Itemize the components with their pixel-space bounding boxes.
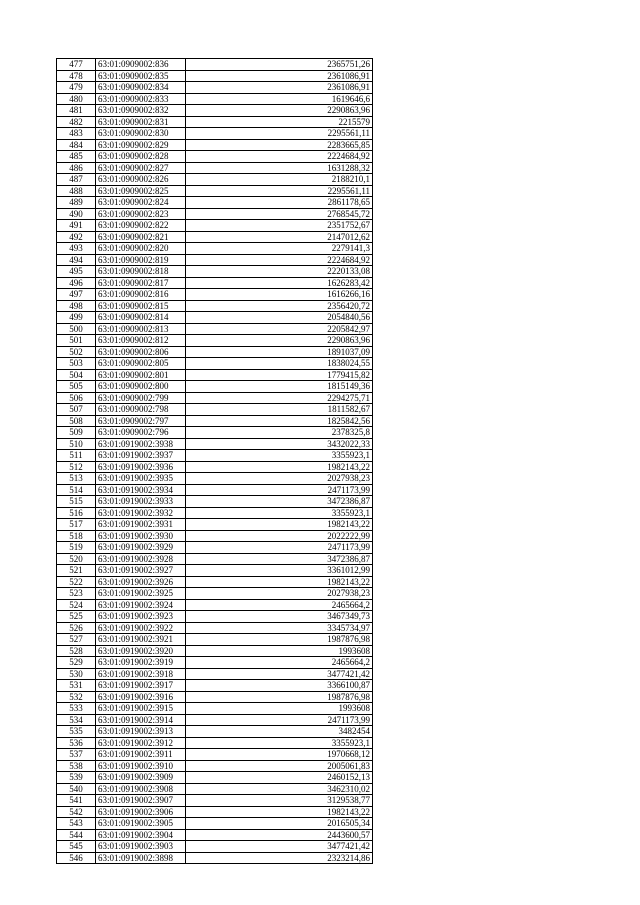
cadastral-number-cell: 63:01:0909002:796 [96, 427, 186, 439]
table-row [57, 657, 373, 669]
table-row [57, 185, 373, 197]
row-number-cell: 489 [57, 197, 96, 209]
cadastral-value-cell: 1619646,6 [186, 93, 373, 105]
row-number-cell: 504 [57, 369, 96, 381]
cadastral-value-cell: 1616266,16 [186, 289, 373, 301]
table-row [57, 231, 373, 243]
table-row [57, 519, 373, 531]
row-number-cell: 534 [57, 714, 96, 726]
row-number-cell: 481 [57, 105, 96, 117]
cadastral-number-cell: 63:01:0909002:797 [96, 415, 186, 427]
row-number-cell: 502 [57, 346, 96, 358]
cadastral-number-cell: 63:01:0919002:3935 [96, 473, 186, 485]
cadastral-value-cell: 3345734,97 [186, 622, 373, 634]
table-row [57, 473, 373, 485]
row-number-cell: 493 [57, 243, 96, 255]
cadastral-value-cell: 1825842,56 [186, 415, 373, 427]
cadastral-number-cell: 63:01:0909002:819 [96, 254, 186, 266]
row-number-cell: 510 [57, 438, 96, 450]
cadastral-number-cell: 63:01:0909002:826 [96, 174, 186, 186]
cadastral-value-cell: 3472386,87 [186, 496, 373, 508]
table-row [57, 691, 373, 703]
table-row [57, 795, 373, 807]
cadastral-value-cell: 2224684,92 [186, 151, 373, 163]
cadastral-number-cell: 63:01:0919002:3912 [96, 737, 186, 749]
table-row [57, 553, 373, 565]
table-row [57, 703, 373, 715]
cadastral-number-cell: 63:01:0909002:805 [96, 358, 186, 370]
cadastral-number-cell: 63:01:0909002:812 [96, 335, 186, 347]
row-number-cell: 507 [57, 404, 96, 416]
cadastral-number-cell: 63:01:0919002:3908 [96, 783, 186, 795]
cadastral-number-cell: 63:01:0919002:3904 [96, 829, 186, 841]
table-row [57, 668, 373, 680]
row-number-cell: 544 [57, 829, 96, 841]
row-number-cell: 483 [57, 128, 96, 140]
cadastral-value-cell: 2295561,11 [186, 128, 373, 140]
table-row [57, 243, 373, 255]
cadastral-value-cell: 1838024,55 [186, 358, 373, 370]
row-number-cell: 516 [57, 507, 96, 519]
row-number-cell: 528 [57, 645, 96, 657]
cadastral-value-cell: 3355923,1 [186, 450, 373, 462]
cadastral-number-cell: 63:01:0909002:818 [96, 266, 186, 278]
row-number-cell: 514 [57, 484, 96, 496]
table-row [57, 542, 373, 554]
row-number-cell: 503 [57, 358, 96, 370]
table-row [57, 369, 373, 381]
cadastral-number-cell: 63:01:0919002:3931 [96, 519, 186, 531]
cadastral-value-cell: 3467349,73 [186, 611, 373, 623]
cadastral-number-cell: 63:01:0919002:3927 [96, 565, 186, 577]
table-row [57, 266, 373, 278]
cadastral-value-cell: 2027938,23 [186, 473, 373, 485]
cadastral-number-cell: 63:01:0909002:831 [96, 116, 186, 128]
table-row [57, 220, 373, 232]
table-row [57, 82, 373, 94]
cadastral-number-cell: 63:01:0919002:3898 [96, 852, 186, 864]
table-row [57, 496, 373, 508]
row-number-cell: 519 [57, 542, 96, 554]
row-number-cell: 477 [57, 59, 96, 71]
table-row [57, 588, 373, 600]
cadastral-number-cell: 63:01:0919002:3926 [96, 576, 186, 588]
cadastral-number-cell: 63:01:0909002:821 [96, 231, 186, 243]
row-number-cell: 500 [57, 323, 96, 335]
row-number-cell: 546 [57, 852, 96, 864]
cadastral-value-cell: 1982143,22 [186, 806, 373, 818]
row-number-cell: 520 [57, 553, 96, 565]
cadastral-number-cell: 63:01:0909002:814 [96, 312, 186, 324]
cadastral-value-cell: 1891037,09 [186, 346, 373, 358]
cadastral-value-table [56, 58, 373, 864]
table-row [57, 381, 373, 393]
row-number-cell: 518 [57, 530, 96, 542]
row-number-cell: 487 [57, 174, 96, 186]
table-row [57, 128, 373, 140]
table-row [57, 737, 373, 749]
cadastral-value-cell: 1987876,98 [186, 691, 373, 703]
table-row [57, 565, 373, 577]
row-number-cell: 478 [57, 70, 96, 82]
cadastral-number-cell: 63:01:0909002:798 [96, 404, 186, 416]
cadastral-number-cell: 63:01:0919002:3930 [96, 530, 186, 542]
row-number-cell: 531 [57, 680, 96, 692]
cadastral-value-cell: 2351752,67 [186, 220, 373, 232]
table-row [57, 346, 373, 358]
row-number-cell: 494 [57, 254, 96, 266]
table-row [57, 749, 373, 761]
cadastral-value-cell: 3366100,87 [186, 680, 373, 692]
cadastral-value-cell: 2295561,11 [186, 185, 373, 197]
table-row [57, 312, 373, 324]
cadastral-number-cell: 63:01:0909002:815 [96, 300, 186, 312]
cadastral-number-cell: 63:01:0919002:3932 [96, 507, 186, 519]
cadastral-value-cell: 2443600,57 [186, 829, 373, 841]
cadastral-value-cell: 2290863,96 [186, 335, 373, 347]
row-number-cell: 505 [57, 381, 96, 393]
cadastral-number-cell: 63:01:0919002:3919 [96, 657, 186, 669]
cadastral-number-cell: 63:01:0909002:823 [96, 208, 186, 220]
cadastral-number-cell: 63:01:0919002:3910 [96, 760, 186, 772]
table-row [57, 335, 373, 347]
cadastral-number-cell: 63:01:0919002:3914 [96, 714, 186, 726]
cadastral-value-cell: 1987876,98 [186, 634, 373, 646]
cadastral-value-cell: 3477421,42 [186, 668, 373, 680]
row-number-cell: 508 [57, 415, 96, 427]
table-row [57, 450, 373, 462]
table-row [57, 714, 373, 726]
row-number-cell: 512 [57, 461, 96, 473]
row-number-cell: 538 [57, 760, 96, 772]
cadastral-value-cell: 1982143,22 [186, 576, 373, 588]
table-row [57, 622, 373, 634]
table-row [57, 507, 373, 519]
row-number-cell: 517 [57, 519, 96, 531]
row-number-cell: 499 [57, 312, 96, 324]
row-number-cell: 495 [57, 266, 96, 278]
cadastral-number-cell: 63:01:0919002:3920 [96, 645, 186, 657]
cadastral-number-cell: 63:01:0919002:3918 [96, 668, 186, 680]
table-row [57, 772, 373, 784]
cadastral-value-cell: 1970668,12 [186, 749, 373, 761]
cadastral-number-cell: 63:01:0909002:800 [96, 381, 186, 393]
cadastral-number-cell: 63:01:0919002:3934 [96, 484, 186, 496]
table-row [57, 634, 373, 646]
cadastral-value-cell: 1811582,67 [186, 404, 373, 416]
cadastral-value-cell: 3482454 [186, 726, 373, 738]
cadastral-value-cell: 1993608 [186, 645, 373, 657]
row-number-cell: 515 [57, 496, 96, 508]
row-number-cell: 486 [57, 162, 96, 174]
table-row [57, 197, 373, 209]
row-number-cell: 509 [57, 427, 96, 439]
row-number-cell: 497 [57, 289, 96, 301]
row-number-cell: 536 [57, 737, 96, 749]
row-number-cell: 480 [57, 93, 96, 105]
row-number-cell: 532 [57, 691, 96, 703]
cadastral-value-cell: 3355923,1 [186, 737, 373, 749]
table-row [57, 162, 373, 174]
cadastral-number-cell: 63:01:0919002:3933 [96, 496, 186, 508]
cadastral-value-cell: 3129538,77 [186, 795, 373, 807]
cadastral-value-cell: 2465664,2 [186, 657, 373, 669]
table-row [57, 841, 373, 853]
table-row [57, 611, 373, 623]
cadastral-value-cell: 2768545,72 [186, 208, 373, 220]
cadastral-number-cell: 63:01:0919002:3922 [96, 622, 186, 634]
row-number-cell: 488 [57, 185, 96, 197]
table-row [57, 174, 373, 186]
cadastral-value-cell: 2294275,71 [186, 392, 373, 404]
table-row [57, 93, 373, 105]
cadastral-value-cell: 2022222,99 [186, 530, 373, 542]
table-row [57, 323, 373, 335]
cadastral-number-cell: 63:01:0909002:816 [96, 289, 186, 301]
cadastral-number-cell: 63:01:0909002:828 [96, 151, 186, 163]
row-number-cell: 525 [57, 611, 96, 623]
cadastral-value-cell: 3361012,99 [186, 565, 373, 577]
row-number-cell: 542 [57, 806, 96, 818]
row-number-cell: 484 [57, 139, 96, 151]
cadastral-value-cell: 2054840,56 [186, 312, 373, 324]
cadastral-value-cell: 2356420,72 [186, 300, 373, 312]
row-number-cell: 541 [57, 795, 96, 807]
cadastral-value-cell: 3462310,02 [186, 783, 373, 795]
cadastral-value-cell: 2861178,65 [186, 197, 373, 209]
cadastral-number-cell: 63:01:0919002:3929 [96, 542, 186, 554]
table-row [57, 358, 373, 370]
row-number-cell: 513 [57, 473, 96, 485]
cadastral-value-cell: 2027938,23 [186, 588, 373, 600]
cadastral-value-cell: 1982143,22 [186, 519, 373, 531]
table-row [57, 404, 373, 416]
table-row [57, 818, 373, 830]
table-row [57, 461, 373, 473]
cadastral-number-cell: 63:01:0919002:3921 [96, 634, 186, 646]
row-number-cell: 530 [57, 668, 96, 680]
cadastral-number-cell: 63:01:0909002:806 [96, 346, 186, 358]
row-number-cell: 535 [57, 726, 96, 738]
cadastral-value-cell: 2361086,91 [186, 70, 373, 82]
table-row [57, 829, 373, 841]
row-number-cell: 491 [57, 220, 96, 232]
cadastral-value-cell: 2205842,97 [186, 323, 373, 335]
cadastral-number-cell: 63:01:0909002:822 [96, 220, 186, 232]
row-number-cell: 496 [57, 277, 96, 289]
table-row [57, 151, 373, 163]
table-row [57, 392, 373, 404]
cadastral-number-cell: 63:01:0919002:3925 [96, 588, 186, 600]
cadastral-value-cell: 1815149,36 [186, 381, 373, 393]
cadastral-number-cell: 63:01:0909002:813 [96, 323, 186, 335]
cadastral-number-cell: 63:01:0919002:3916 [96, 691, 186, 703]
cadastral-number-cell: 63:01:0909002:799 [96, 392, 186, 404]
table-row [57, 576, 373, 588]
row-number-cell: 537 [57, 749, 96, 761]
cadastral-number-cell: 63:01:0919002:3907 [96, 795, 186, 807]
cadastral-number-cell: 63:01:0919002:3909 [96, 772, 186, 784]
cadastral-number-cell: 63:01:0919002:3936 [96, 461, 186, 473]
cadastral-value-cell: 2460152,13 [186, 772, 373, 784]
cadastral-number-cell: 63:01:0909002:832 [96, 105, 186, 117]
cadastral-number-cell: 63:01:0909002:834 [96, 82, 186, 94]
cadastral-value-cell: 2378325,8 [186, 427, 373, 439]
cadastral-number-cell: 63:01:0909002:824 [96, 197, 186, 209]
row-number-cell: 482 [57, 116, 96, 128]
cadastral-value-cell: 2147012,62 [186, 231, 373, 243]
row-number-cell: 540 [57, 783, 96, 795]
table-row [57, 289, 373, 301]
table-row [57, 105, 373, 117]
table-row [57, 783, 373, 795]
cadastral-number-cell: 63:01:0909002:833 [96, 93, 186, 105]
cadastral-value-cell: 2471173,99 [186, 714, 373, 726]
row-number-cell: 539 [57, 772, 96, 784]
cadastral-value-cell: 3477421,42 [186, 841, 373, 853]
table-row [57, 254, 373, 266]
cadastral-value-cell: 3432022,33 [186, 438, 373, 450]
cadastral-value-cell: 2220133,08 [186, 266, 373, 278]
table-row [57, 645, 373, 657]
cadastral-number-cell: 63:01:0919002:3923 [96, 611, 186, 623]
cadastral-value-cell: 3355923,1 [186, 507, 373, 519]
table-row [57, 599, 373, 611]
row-number-cell: 479 [57, 82, 96, 94]
row-number-cell: 529 [57, 657, 96, 669]
table-row [57, 116, 373, 128]
cadastral-number-cell: 63:01:0919002:3928 [96, 553, 186, 565]
cadastral-number-cell: 63:01:0909002:827 [96, 162, 186, 174]
cadastral-number-cell: 63:01:0909002:817 [96, 277, 186, 289]
row-number-cell: 524 [57, 599, 96, 611]
cadastral-value-cell: 2465664,2 [186, 599, 373, 611]
cadastral-value-cell: 2290863,96 [186, 105, 373, 117]
cadastral-number-cell: 63:01:0919002:3905 [96, 818, 186, 830]
cadastral-number-cell: 63:01:0919002:3913 [96, 726, 186, 738]
row-number-cell: 527 [57, 634, 96, 646]
cadastral-number-cell: 63:01:0909002:820 [96, 243, 186, 255]
cadastral-value-cell: 2361086,91 [186, 82, 373, 94]
cadastral-value-cell: 2323214,86 [186, 852, 373, 864]
table-row [57, 277, 373, 289]
row-number-cell: 521 [57, 565, 96, 577]
table-row [57, 427, 373, 439]
cadastral-number-cell: 63:01:0919002:3937 [96, 450, 186, 462]
table-body [57, 59, 373, 864]
cadastral-number-cell: 63:01:0919002:3924 [96, 599, 186, 611]
cadastral-number-cell: 63:01:0909002:836 [96, 59, 186, 71]
cadastral-number-cell: 63:01:0909002:825 [96, 185, 186, 197]
row-number-cell: 506 [57, 392, 96, 404]
table-row [57, 59, 373, 71]
cadastral-number-cell: 63:01:0919002:3915 [96, 703, 186, 715]
cadastral-value-cell: 1982143,22 [186, 461, 373, 473]
cadastral-value-cell: 2471173,99 [186, 484, 373, 496]
table-row [57, 300, 373, 312]
cadastral-value-cell: 2016505,34 [186, 818, 373, 830]
cadastral-number-cell: 63:01:0919002:3917 [96, 680, 186, 692]
row-number-cell: 490 [57, 208, 96, 220]
cadastral-value-cell: 3472386,87 [186, 553, 373, 565]
cadastral-value-cell: 2005061,83 [186, 760, 373, 772]
table-row [57, 415, 373, 427]
row-number-cell: 492 [57, 231, 96, 243]
table-row [57, 806, 373, 818]
cadastral-value-cell: 2283665,85 [186, 139, 373, 151]
cadastral-value-cell: 2215579 [186, 116, 373, 128]
cadastral-number-cell: 63:01:0909002:829 [96, 139, 186, 151]
cadastral-value-cell: 1626283,42 [186, 277, 373, 289]
cadastral-value-cell: 1631288,32 [186, 162, 373, 174]
row-number-cell: 522 [57, 576, 96, 588]
cadastral-number-cell: 63:01:0919002:3911 [96, 749, 186, 761]
cadastral-value-cell: 2188210,1 [186, 174, 373, 186]
table-row [57, 852, 373, 864]
table-row [57, 726, 373, 738]
cadastral-value-cell: 2365751,26 [186, 59, 373, 71]
cadastral-number-cell: 63:01:0919002:3938 [96, 438, 186, 450]
cadastral-value-cell: 1779415,82 [186, 369, 373, 381]
row-number-cell: 526 [57, 622, 96, 634]
row-number-cell: 498 [57, 300, 96, 312]
row-number-cell: 545 [57, 841, 96, 853]
row-number-cell: 523 [57, 588, 96, 600]
row-number-cell: 543 [57, 818, 96, 830]
cadastral-value-cell: 2471173,99 [186, 542, 373, 554]
row-number-cell: 511 [57, 450, 96, 462]
table-row [57, 760, 373, 772]
cadastral-value-cell: 2279141,3 [186, 243, 373, 255]
table-row [57, 530, 373, 542]
table-row [57, 70, 373, 82]
cadastral-value-cell: 1993608 [186, 703, 373, 715]
table-row [57, 139, 373, 151]
table-row [57, 208, 373, 220]
cadastral-value-cell: 2224684,92 [186, 254, 373, 266]
table-row [57, 438, 373, 450]
row-number-cell: 501 [57, 335, 96, 347]
row-number-cell: 485 [57, 151, 96, 163]
cadastral-number-cell: 63:01:0919002:3903 [96, 841, 186, 853]
table-row [57, 484, 373, 496]
cadastral-number-cell: 63:01:0919002:3906 [96, 806, 186, 818]
row-number-cell: 533 [57, 703, 96, 715]
cadastral-number-cell: 63:01:0909002:835 [96, 70, 186, 82]
table-row [57, 680, 373, 692]
cadastral-number-cell: 63:01:0909002:830 [96, 128, 186, 140]
cadastral-number-cell: 63:01:0909002:801 [96, 369, 186, 381]
